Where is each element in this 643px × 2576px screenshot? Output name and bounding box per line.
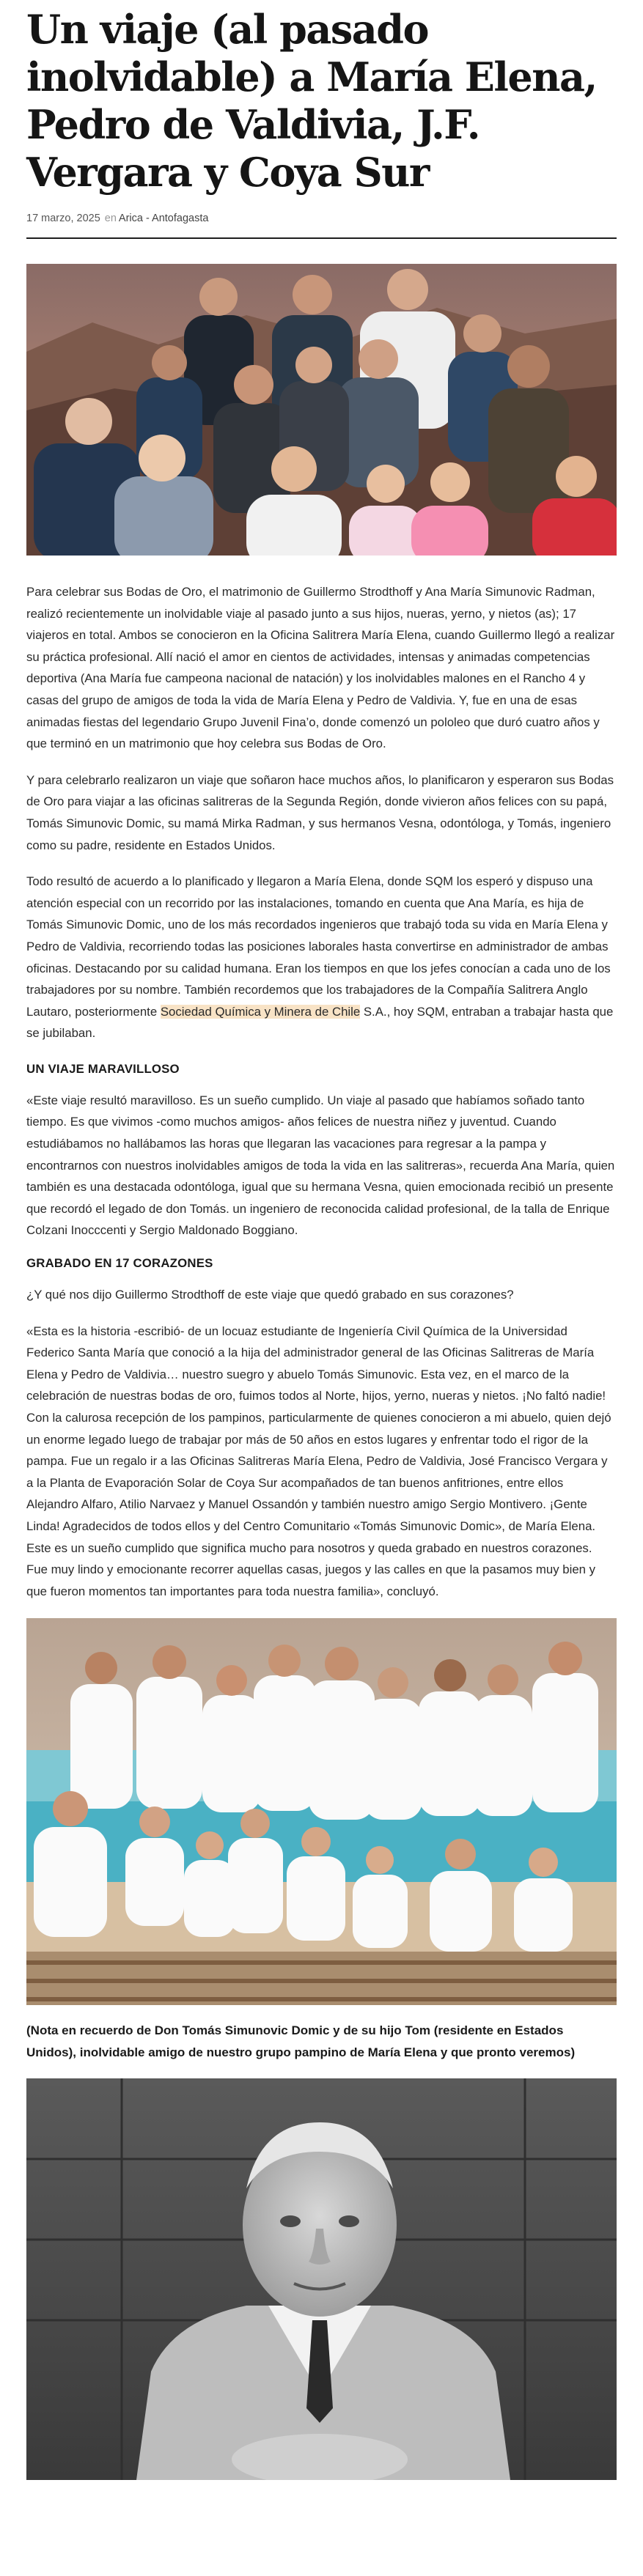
memorial-caption: (Nota en recuerdo de Don Tomás Simunovic Domic y de su hijo Tom (residente en Estados Unidos), inolvidable amigo de nuestro grupo pampino de María Elena y que pronto veremos) [26,2023,576,2060]
article-meta [26,213,617,224]
sqm-link[interactable]: Sociedad Química y Minera de Chile [160,1004,361,1019]
portrait-photo-graphic [26,2078,617,2480]
portrait-photo [26,2078,617,2480]
category-prefix: en [104,213,117,224]
subheading-viaje: UN VIAJE MARAVILLOSO [26,1061,180,1076]
title-divider [26,237,617,239]
hero-photo [26,264,617,556]
paragraph-3-text-a: Todo resultó de acuerdo a lo planificado y llegaron a María Elena, donde SQM los esperó y dispuso una atención especial con un recorrido por las instalaciones, tomando en cuenta que Ana María, es hija de Tomás Simunovic Domic, uno de los más recordados ingenieros que trabajó toda su vida en María Elena y Pedro de Valdivia, recorriendo todas las posiciones laborales hasta convertirse en administrador de ambas oficinas. Destacando por su calidad humana. Eran los tiempos en que los jefes conocían a cada uno de los trabajadores por su nombre. También recordemos que los trabajadores de la Compañía Salitrera Anglo Lautaro, posteriormente [26,874,611,1019]
article [0,6,643,2480]
paragraph-3 [26,871,617,1044]
paragraph-6: «Esta es la historia -escribió- de un locuaz estudiante de Ingeniería Civil Química de la Universidad Federico Santa María que conoció a la hija del administrador general de las Oficinas Salitreras de María Elena y Pedro de Valdivia… nuestro suegro y abuelo Tomás Simunovic. Esta vez, en el marco de la celebración de nuestras bodas de oro, fuimos todos al Norte, hijos, yerno, nueras y nietos. ¡No faltó nadie! Con la calurosa recepción de los pampinos, particularmente de quienes conocieron a mi abuelo, quien dejó un enorme legado luego de trabajar por más de 50 años en estos lugares y enfrentar todo el rigor de la pampa. Fue un regalo ir a las Oficinas Salitreras María Elena, Pedro de Valdivia, José Francisco Vergara y a la Planta de Evaporación Solar de Coya Sur acompañados de tan buenos anfitriones, entre ellos Alejandro Alfaro, Atilio Narvaez y Manuel Ossandón y también nuestro amigo Sergio Montivero. ¡Gente Linda! Agradecidos de todos ellos y del Centro Comunitario «Tomás Simunovic Domic», de María Elena. Este es un sueño cumplido que significa mucho para nosotros y queda grabado en nuestros corazones. Fue muy lindo y emocionante recorrer aquellas casas, juegos y las calles en que la pasamos muy bien y que fueron momentos tan importantes para toda nuestra familia», concluyó. [26,1324,611,1598]
category-link[interactable]: Arica - Antofagasta [118,213,209,224]
publish-date: 17 marzo, 2025 [26,213,100,224]
paragraph-2: Y para celebrarlo realizaron un viaje que soñaron hace muchos años, lo planificaron y esperaron sus Bodas de Oro para viajar a las oficinas salitreras de la Segunda Región, donde vivieron años felices con su papá, Tomás Simunovic Domic, su mamá Mirka Radman, y sus hermanos Vesna, odontóloga, y Tomás, ingeniero como su padre, residente en Estados Unidos. [26,772,614,852]
family-photo-graphic [26,1618,617,2005]
article-title: Un viaje (al pasado inolvidable) a María Elena, Pedro de Valdivia, J.F. Vergara y Coya Sur [26,6,597,196]
family-photo [26,1618,617,2005]
hero-photo-graphic [26,264,617,556]
paragraph-3-text-b: S.A., hoy SQM, entraban a trabajar hasta que se jubilaban. [26,1004,614,1041]
paragraph-4: «Este viaje resultó maravilloso. Es un sueño cumplido. Un viaje al pasado que habíamos soñado tanto tiempo. Es que vivimos -como muchos amigos- años felices de nuestra niñez y juventud. Cuando estudiábamos no hallábamos las horas que llegaran las vacaciones para regresar a la pampa y encontrarnos con nuestros inolvidables amigos de toda la vida en las salitreras», recuerda Ana María, quien también es una destacada odontóloga, igual que su hermana Vesna, quien emocionada recibió un presente que recordó el legado de don Tomás. un ingeniero de reconocida calidad profesional, de la talla de Enrique Colzani Inocccenti y Sergio Maldonado Boggiano. [26,1093,615,1238]
paragraph-1: Para celebrar sus Bodas de Oro, el matrimonio de Guillermo Strodthoff y Ana María Simunovic Radman, realizó recientemente un inolvidable viaje al pasado junto a sus hijos, nueras, yerno, y nietos (as); 17 viajeros en total. Ambos se conocieron en la Oficina Salitrera María Elena, cuando Guillermo llegó a realizar su práctica profesional. Allí nació el amor en cientos de actividades, intensas y animadas competencias deportiva (Ana María fue campeona nacional de natación) y los inolvidables malones en el Rancho 4 y casas del grupo de amigos de toda la vida de María Elena y Pedro de Valdivia. Y, fue en una de esas animadas fiestas del legendario Grupo Juvenil Fina’o, donde comenzó un pololeo que duró cuatro años y que terminó en un matrimonio que hoy celebra sus Bodas de Oro. [26,585,615,751]
paragraph-5: ¿Y qué nos dijo Guillermo Strodthoff de este viaje que quedó grabado en sus corazones? [26,1288,514,1302]
subheading-grabado: GRABADO EN 17 CORAZONES [26,1256,213,1271]
